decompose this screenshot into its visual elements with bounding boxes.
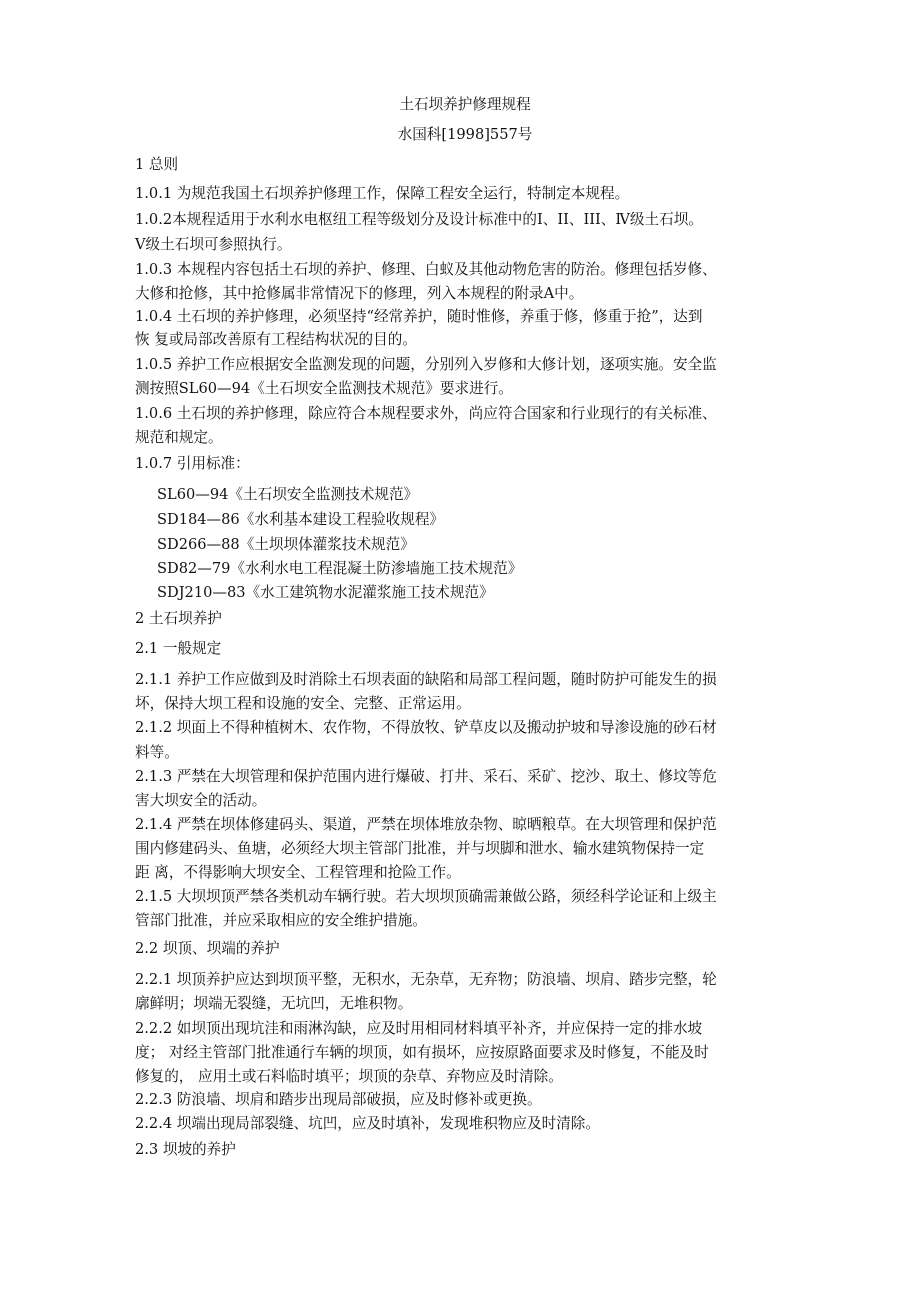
paragraph-line: 2.2.2 如坝顶出现坑洼和雨淋沟缺，应及时用相同材料填平补齐，并应保持一定的排水坡	[135, 1020, 703, 1037]
paragraph-line: 2.1.1 养护工作应做到及时消除土石坝表面的缺陷和局部工程问题，随时防护可能发生的损	[135, 671, 717, 688]
paragraph-line: 测按照SL60—94《土石坝安全监测技术规范》要求进行。	[135, 380, 513, 397]
paragraph-line: 度； 对经主管部门批准通行车辆的坝顶，如有损坏，应按原路面要求及时修复，不能及时	[135, 1044, 709, 1061]
paragraph-line: 围内修建码头、鱼塘，必须经大坝主管部门批准，并与坝脚和泄水、输水建筑物保持一定	[135, 840, 705, 857]
reference-standard: SD184—86《水利基本建设工程验收规程》	[157, 511, 445, 528]
paragraph-line: 恢 复或局部改善原有工程结构状况的目的。	[135, 331, 417, 348]
paragraph-line: 2.1.3 严禁在大坝管理和保护范围内进行爆破、打井、采石、采矿、挖沙、取土、修坟等危	[135, 768, 717, 785]
paragraph-line: 1.0.5 养护工作应根据安全监测发现的问题，分别列入岁修和大修计划，逐项实施。安全监	[135, 356, 717, 373]
paragraph-line: 规范和规定。	[135, 429, 223, 446]
paragraph-line: 坏，保持大坝工程和设施的安全、完整、正常运用。	[135, 695, 471, 712]
paragraph-line: 1.0.2本规程适用于水利水电枢纽工程等级划分及设计标准中的I、II、III、Ⅳ级土石坝。	[135, 211, 703, 228]
paragraph-line: 修复的， 应用土或石料临时填平；坝顶的杂草、弃物应及时清除。	[135, 1068, 563, 1085]
paragraph-line: 2.2.3 防浪墙、坝肩和踏步出现局部破损，应及时修补或更换。	[135, 1091, 542, 1108]
paragraph-line: 1.0.1 为规范我国土石坝养护修理工作，保障工程安全运行，特制定本规程。	[135, 185, 630, 202]
subsection-heading: 2.1 一般规定	[135, 640, 222, 657]
paragraph-line: 2.2.1 坝顶养护应达到坝顶平整，无积水，无杂草，无弃物；防浪墙、坝肩、踏步完整，轮	[135, 971, 717, 988]
paragraph-line: 管部门批准，并应采取相应的安全维护措施。	[135, 912, 427, 929]
paragraph-line: 廓鲜明；坝端无裂缝，无坑凹，无堆积物。	[135, 995, 413, 1012]
subsection-heading: 2.2 坝顶、坝端的养护	[135, 940, 280, 957]
paragraph-line: 2.1.2 坝面上不得种植树木、农作物，不得放牧、铲草皮以及搬动护坡和导渗设施的砂石材	[135, 719, 717, 736]
paragraph-line: V级土石坝可参照执行。	[135, 236, 292, 253]
subsection-heading: 2.3 坝坡的养护	[135, 1141, 236, 1158]
paragraph-line: 大修和抢修，其中抢修属非常情况下的修理，列入本规程的附录A中。	[135, 285, 584, 302]
section-heading: 2 土石坝养护	[135, 610, 222, 627]
paragraph-line: 料等。	[135, 744, 179, 761]
paragraph-line: 1.0.6 土石坝的养护修理，除应符合本规程要求外，尚应符合国家和行业现行的有关标准、	[135, 405, 717, 422]
reference-standard: SD82—79《水利水电工程混凝土防渗墙施工技术规范》	[157, 560, 523, 577]
document-title: 土石坝养护修理规程	[399, 96, 531, 113]
paragraph-line: 1.0.3 本规程内容包括土石坝的养护、修理、白蚁及其他动物危害的防治。修理包括岁修、	[135, 261, 717, 278]
paragraph-line: 2.2.4 坝端出现局部裂缝、坑凹，应及时填补，发现堆积物应及时清除。	[135, 1115, 600, 1132]
paragraph-line: 距 离，不得影响大坝安全、工程管理和抢险工作。	[135, 864, 461, 881]
reference-standard: SL60—94《土石坝安全监测技术规范》	[157, 486, 419, 503]
reference-standard: SDJ210—83《水工建筑物水泥灌浆施工技术规范》	[157, 584, 494, 601]
paragraph-line: 2.1.4 严禁在坝体修建码头、渠道，严禁在坝体堆放杂物、晾晒粮草。在大坝管理和保护范	[135, 816, 717, 833]
paragraph-line: 1.0.7 引用标准：	[135, 455, 250, 472]
section-heading: 1 总则	[135, 156, 179, 173]
paragraph-line: 害大坝安全的活动。	[135, 792, 267, 809]
document-number: 水国科[1998]557号	[397, 126, 533, 143]
paragraph-line: 1.0.4 土石坝的养护修理，必须坚持“经常养护，随时惟修，养重于修，修重于抢”，达到	[135, 308, 703, 325]
paragraph-line: 2.1.5 大坝坝顶严禁各类机动车辆行驶。若大坝坝顶确需兼做公路，须经科学论证和上级主	[135, 888, 717, 905]
reference-standard: SD266—88《土坝坝体灌浆技术规范》	[157, 536, 415, 553]
